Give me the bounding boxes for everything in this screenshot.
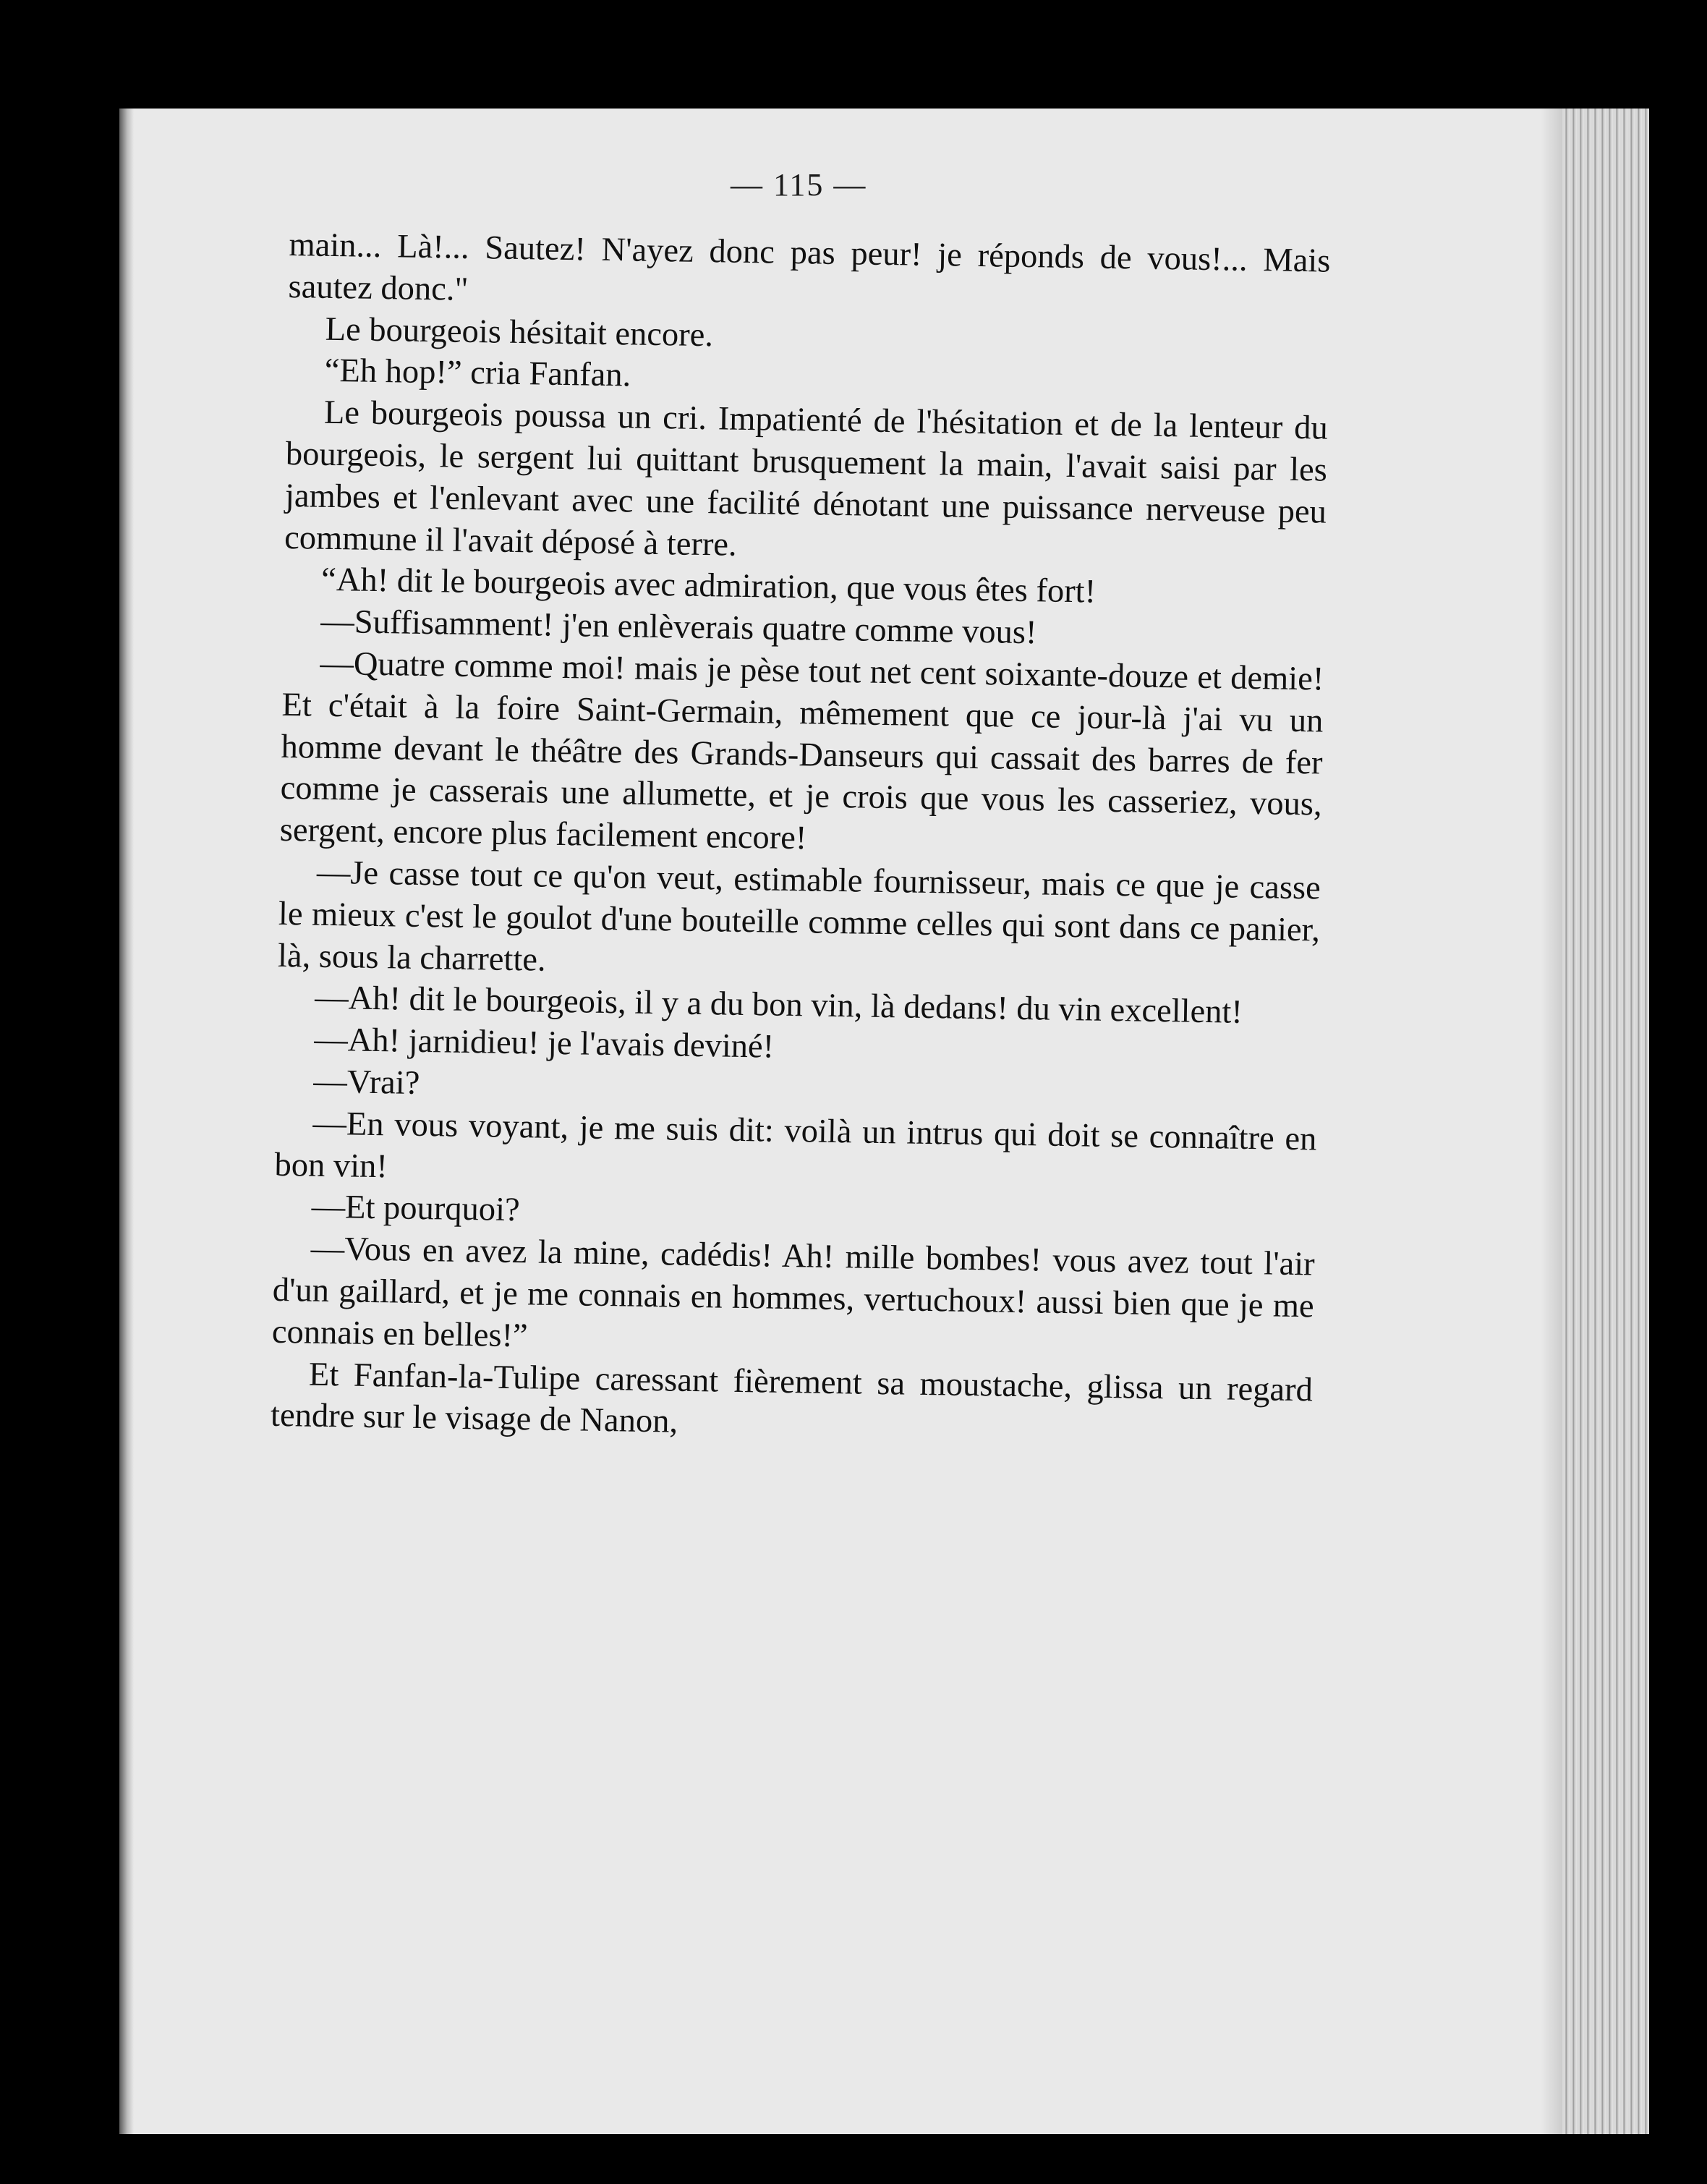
page-stack-edge	[1562, 109, 1649, 2134]
paragraph: Le bourgeois hésitait encore.	[325, 310, 714, 354]
paragraph: —Ah! dit le bourgeois, il y a du bon vin, là dedans! du vin excellent!	[314, 980, 1243, 1032]
paragraph: main... Là!... Sautez! N'ayez donc pas peur! je réponds de vous!... Mais sautez donc."	[288, 226, 1331, 308]
paragraph: “Ah! dit le bourgeois avec admiration, que vous êtes fort!	[320, 561, 1097, 611]
paragraph: —Ah! jarnidieu! je l'avais deviné!	[313, 1021, 775, 1066]
paragraph: —Vous en avez la mine, cadédis! Ah! mille bombes! vous avez tout l'air d'un gaillard, et je me connais en hommes, vertuchoux! aussi bien que je me connais en belles!”	[271, 1230, 1315, 1355]
paragraph: “Eh hop!” cria Fanfan.	[324, 352, 631, 394]
book-gutter	[119, 109, 134, 2134]
text-block	[271, 224, 1331, 1453]
paragraph: —Suffisamment! j'en enlèverais quatre comme vous!	[320, 603, 1037, 652]
paragraph: —Et pourquoi?	[311, 1188, 521, 1229]
paragraph: Le bourgeois poussa un cri. Impatienté de l'hésitation et de la lenteur du bourgeois, le sergent lui quittant brusquement la main, l'avait saisi par les jambes et l'enlevant avec une facilité dénotant une puissance nerveuse peu commune il l'avait déposé à terre.	[284, 394, 1329, 564]
paragraph: —Vrai?	[312, 1063, 420, 1102]
paragraph: Et Fanfan-la-Tulipe caressant fièrement sa moustache, glissa un regard tendre sur le visage de Nanon,	[270, 1356, 1314, 1440]
page-number: — 115 —	[731, 167, 867, 203]
paragraph: —Je casse tout ce qu'on veut, estimable fournisseur, mais ce que je casse le mieux c'est le goulot d'une bouteille comme celles qui sont dans ce panier, là, sous la charrette.	[277, 854, 1321, 979]
paragraph: —Quatre comme moi! mais je pèse tout net cent soixante-douze et demie! Et c'était à la foire Saint-Germain, mêmement que ce jour-là j'ai vu un homme devant le théâtre des Grands-Danseurs qui cassait des barres de fer comme je casserais une allumette, et je crois que vous les casseriez, vous, sergent, encore plus facilement encore!	[279, 645, 1324, 857]
page-edge-shadow	[1541, 109, 1562, 2134]
paragraph: —En vous voyant, je me suis dit: voilà un intrus qui doit se connaître en bon vin!	[274, 1105, 1317, 1185]
